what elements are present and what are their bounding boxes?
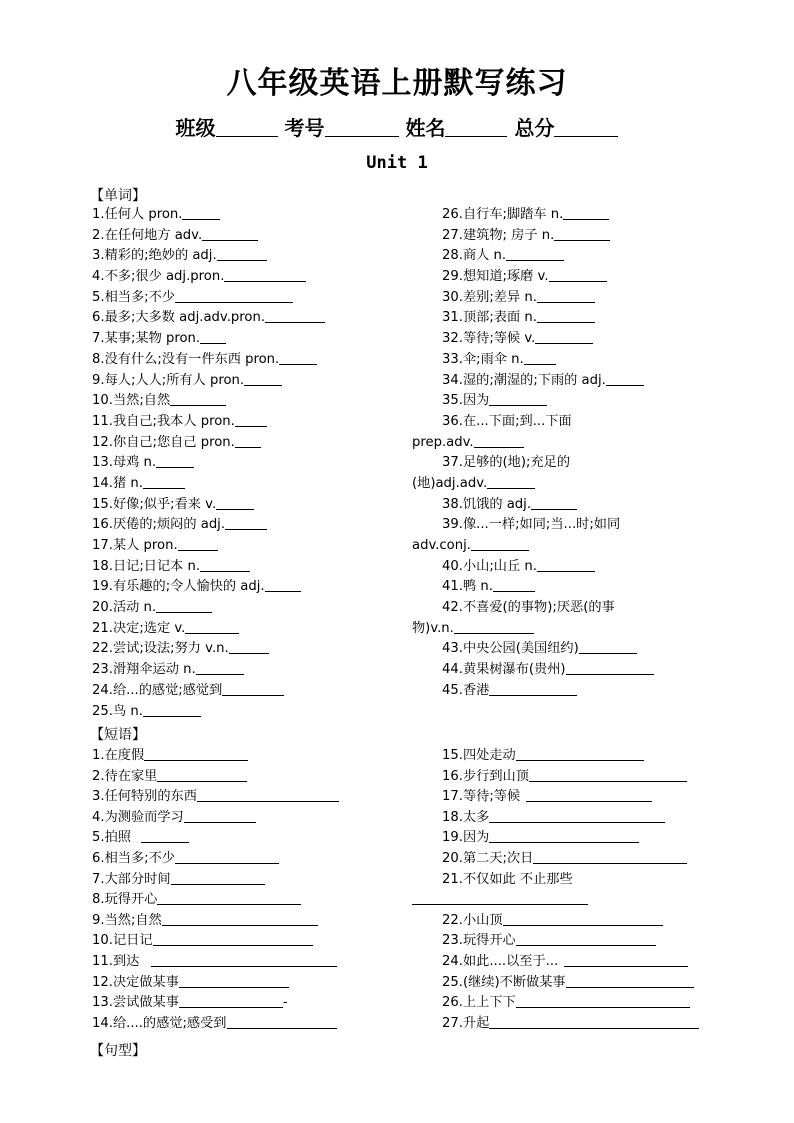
number-label: 考号 (284, 116, 325, 140)
answer-blank[interactable] (526, 787, 652, 802)
list-item: 26.上上下下 (412, 993, 699, 1014)
list-item: 17.某人 pron. (92, 536, 325, 557)
list-item: 4.为测验而学习 (92, 808, 339, 829)
answer-blank[interactable] (157, 890, 301, 905)
answer-blank[interactable] (554, 226, 610, 241)
section-sentences: 【句型】 (90, 1043, 146, 1059)
list-item: 45.香港 (412, 681, 654, 702)
list-item: 11.我自己;我本人 pron. (92, 412, 325, 433)
answer-blank[interactable] (474, 433, 524, 448)
list-item: 42.不喜爱(的事物);厌恶(的事 (442, 600, 615, 616)
vocab-right-column (412, 205, 654, 702)
answer-blank[interactable] (529, 767, 687, 782)
answer-blank[interactable] (487, 474, 535, 489)
answer-blank[interactable] (196, 660, 244, 675)
list-item: adv.conj. (412, 536, 654, 557)
list-item: 40.小山;山丘 n. (412, 557, 654, 578)
list-item: 5.拍照 (92, 828, 339, 849)
answer-blank[interactable] (537, 557, 595, 572)
list-item: 物)v.n. (412, 619, 654, 640)
answer-blank[interactable] (564, 952, 688, 967)
list-item: 19.因为 (412, 828, 699, 849)
answer-blank[interactable] (489, 391, 547, 406)
answer-blank[interactable] (217, 246, 267, 261)
answer-blank[interactable] (197, 787, 339, 802)
answer-blank[interactable] (489, 681, 577, 696)
list-item: 21.决定;选定 v. (92, 619, 325, 640)
list-item: 22.尝试;设法;努力 v.n. (92, 639, 325, 660)
answer-blank[interactable] (471, 536, 529, 551)
list-item: 36.在...下面;到...下面 (442, 413, 572, 429)
list-item: 14.给....的感觉;感受到 (92, 1014, 339, 1035)
list-item: 23.滑翔伞运动 n. (92, 660, 325, 681)
answer-blank[interactable] (454, 619, 534, 634)
answer-blank[interactable] (200, 329, 226, 344)
list-item: 12.决定做某事 (92, 973, 339, 994)
answer-blank[interactable] (493, 577, 535, 592)
answer-blank[interactable] (235, 412, 267, 427)
list-item: 24.给...的感觉;感觉到 (92, 681, 325, 702)
answer-blank[interactable] (175, 288, 293, 303)
answer-blank[interactable] (185, 619, 239, 634)
answer-blank[interactable] (224, 267, 306, 282)
page-title: 八年级英语上册默写练习 (226, 66, 568, 101)
answer-blank[interactable] (143, 474, 185, 489)
list-item: 18.日记;日记本 n. (92, 557, 325, 578)
student-info-line (0, 112, 794, 141)
list-item: 24.如此....以至于... (412, 952, 699, 973)
total-blank[interactable] (554, 118, 618, 137)
list-item: 38.饥饿的 adj. (412, 495, 654, 516)
unit-heading: Unit 1 (366, 153, 428, 173)
list-item: 18.太多 (412, 808, 699, 829)
dash-mark: - (282, 995, 288, 1011)
list-item: 3.任何特别的东西 (92, 787, 339, 808)
class-label: 班级 (175, 116, 216, 140)
name-blank[interactable] (445, 118, 507, 137)
answer-blank[interactable] (153, 931, 313, 946)
answer-blank[interactable] (503, 911, 663, 926)
list-item: 25.鸟 n. (92, 702, 325, 723)
list-item: 26.自行车;脚踏车 n. (412, 205, 654, 226)
answer-blank[interactable] (412, 890, 588, 905)
list-item: 41.鸭 n. (412, 577, 654, 598)
list-item: 2.在任何地方 adv. (92, 226, 325, 247)
answer-blank[interactable] (579, 639, 637, 654)
list-item: 6.相当多;不少 (92, 849, 339, 870)
list-item: 7.大部分时间 (92, 870, 339, 891)
name-label: 姓名 (405, 116, 446, 140)
list-item: 6.最多;大多数 adj.adv.pron. (92, 308, 325, 329)
list-item: 25.(继续)不断做某事 (412, 973, 699, 994)
answer-blank[interactable] (265, 577, 301, 592)
list-item: 5.相当多;不少 (92, 288, 325, 309)
answer-blank[interactable] (531, 495, 577, 510)
list-item (412, 890, 699, 911)
total-label: 总分 (514, 116, 555, 140)
list-item: 15.四处走动 (412, 746, 699, 767)
answer-blank[interactable] (141, 828, 189, 843)
answer-blank[interactable] (227, 1014, 337, 1029)
list-item: 20.活动 n. (92, 598, 325, 619)
list-item: 22.小山顶 (412, 911, 699, 932)
answer-blank[interactable] (563, 205, 609, 220)
answer-blank[interactable] (175, 849, 279, 864)
list-item: prep.adv. (412, 433, 654, 454)
number-blank[interactable] (325, 118, 399, 137)
list-item: 30.差别;差异 n. (412, 288, 654, 309)
answer-blank[interactable] (182, 205, 220, 220)
answer-blank[interactable] (216, 495, 254, 510)
section-phrases: 【短语】 (90, 727, 146, 743)
list-item: 37.足够的(地);充足的 (442, 455, 571, 471)
list-item: 34.湿的;潮湿的;下雨的 adj. (412, 371, 654, 392)
answer-blank[interactable] (489, 1014, 699, 1029)
list-item: 31.顶部;表面 n. (412, 308, 654, 329)
list-item: 20.第二天;次日 (412, 849, 699, 870)
answer-blank[interactable] (279, 350, 317, 365)
answer-blank[interactable] (179, 993, 283, 1008)
list-item: 16.步行到山顶 (412, 767, 699, 788)
answer-blank[interactable] (162, 911, 318, 926)
answer-blank[interactable] (235, 433, 261, 448)
section-vocab: 【单词】 (90, 188, 146, 204)
list-item: 19.有乐趣的;令人愉快的 adj. (92, 577, 325, 598)
list-item: 43.中央公园(美国纽约) (412, 639, 654, 660)
list-item: 9.当然;自然 (92, 911, 339, 932)
answer-blank[interactable] (202, 226, 258, 241)
list-item: 10.记日记 (92, 931, 339, 952)
answer-blank[interactable] (171, 870, 265, 885)
list-item: 35.因为 (412, 391, 654, 412)
list-item: 32.等待;等候 v. (412, 329, 654, 350)
answer-blank[interactable] (489, 808, 665, 823)
list-item: 9.每人;人人;所有人 pron. (92, 371, 325, 392)
list-item: 13.尝试做某事 - (92, 995, 288, 1011)
answer-blank[interactable] (143, 702, 201, 717)
class-blank[interactable] (216, 118, 278, 137)
answer-blank[interactable] (537, 288, 595, 303)
list-item: 27.建筑物; 房子 n. (412, 226, 654, 247)
list-item: 16.厌倦的;烦闷的 adj. (92, 515, 325, 536)
answer-blank[interactable] (156, 598, 212, 613)
list-item: 44.黄果树瀑布(贵州) (412, 660, 654, 681)
answer-blank[interactable] (516, 993, 690, 1008)
answer-blank[interactable] (535, 329, 593, 344)
list-item: 15.好像;似乎;看来 v. (92, 495, 325, 516)
list-item: 1.在度假 (92, 746, 339, 767)
answer-blank[interactable] (549, 267, 607, 282)
list-item: 21.不仅如此 不止那些 (442, 871, 573, 887)
answer-blank[interactable] (144, 746, 248, 761)
list-item: 7.某事;某物 pron. (92, 329, 325, 350)
list-item: (地)adj.adv. (412, 474, 654, 495)
phrases-right-column (412, 746, 699, 1034)
answer-blank[interactable] (225, 515, 267, 530)
list-item: 12.你自己;您自己 pron. (92, 433, 325, 454)
answer-blank[interactable] (229, 639, 269, 654)
answer-blank[interactable] (265, 308, 325, 323)
answer-blank[interactable] (244, 371, 282, 386)
list-item: 29.想知道;琢磨 v. (412, 267, 654, 288)
list-item: 13.母鸡 n. (92, 453, 325, 474)
answer-blank[interactable] (606, 371, 644, 386)
answer-blank[interactable] (566, 973, 694, 988)
list-item: 27.升起 (412, 1014, 699, 1035)
answer-blank[interactable] (200, 557, 250, 572)
answer-blank[interactable] (506, 246, 564, 261)
list-item: 23.玩得开心 (412, 931, 699, 952)
list-item: 2.待在家里 (92, 767, 339, 788)
answer-blank[interactable] (537, 308, 595, 323)
list-item: 8.没有什么;没有一件东西 pron. (92, 350, 325, 371)
answer-blank[interactable] (184, 808, 256, 823)
answer-blank[interactable] (516, 931, 656, 946)
list-item: 39.像...一样;如同;当...时;如同 (442, 517, 621, 533)
list-item: 11.到达 (92, 952, 339, 973)
answer-blank[interactable] (222, 681, 284, 696)
answer-blank[interactable] (566, 660, 654, 675)
list-item: 3.精彩的;绝妙的 adj. (92, 246, 325, 267)
answer-blank[interactable] (516, 746, 644, 761)
answer-blank[interactable] (524, 350, 556, 365)
answer-blank[interactable] (179, 973, 289, 988)
answer-blank[interactable] (178, 536, 218, 551)
answer-blank[interactable] (489, 828, 639, 843)
list-item: 1.任何人 pron. (92, 205, 325, 226)
list-item: 4.不多;很少 adj.pron. (92, 267, 325, 288)
list-item: 28.商人 n. (412, 246, 654, 267)
answer-blank[interactable] (156, 453, 194, 468)
answer-blank[interactable] (151, 952, 337, 967)
answer-blank[interactable] (157, 767, 247, 782)
phrases-left-column (92, 746, 339, 1034)
list-item: 10.当然;自然 (92, 391, 325, 412)
list-item: 17.等待;等候 (412, 787, 699, 808)
answer-blank[interactable] (170, 391, 226, 406)
vocab-left-column (92, 205, 325, 722)
list-item: 33.伞;雨伞 n. (412, 350, 654, 371)
list-item: 14.猪 n. (92, 474, 325, 495)
answer-blank[interactable] (533, 849, 687, 864)
list-item: 8.玩得开心 (92, 890, 339, 911)
